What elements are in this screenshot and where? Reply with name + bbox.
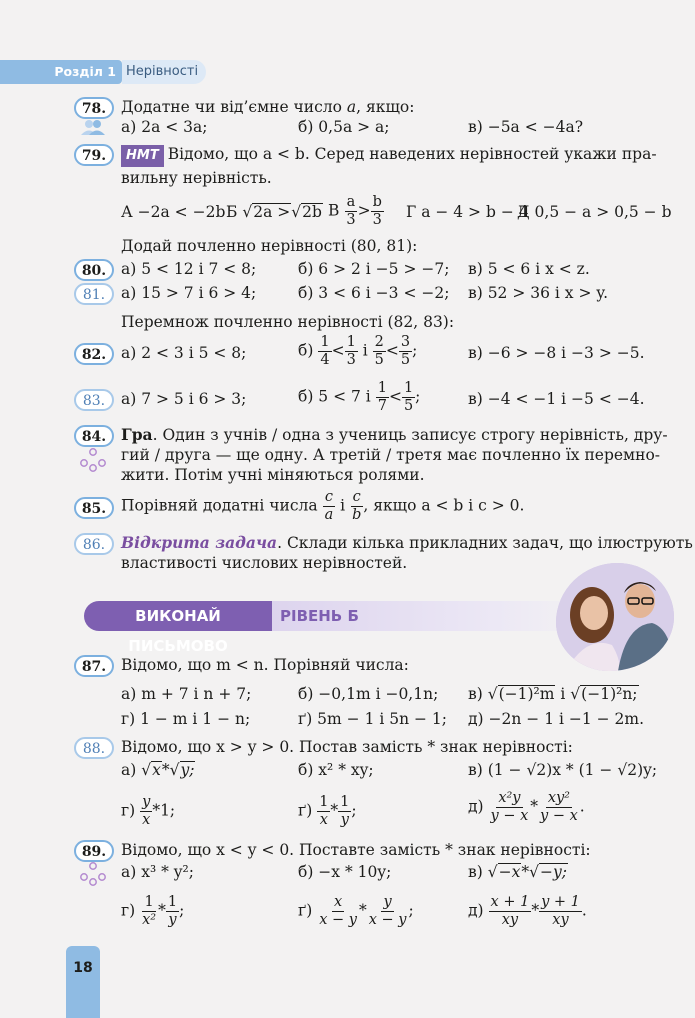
problem-number: 87.	[74, 655, 114, 677]
option-b: б) 3 < 6 і −3 < −2;	[298, 284, 450, 302]
problem-number: 89.	[74, 840, 114, 862]
problem-number: 78.	[74, 97, 114, 119]
option-g: Г a − 4 > b − 4	[406, 203, 529, 221]
option-c: в) −4 < −1 і −5 < −4.	[468, 390, 645, 408]
problem-text-cont: жити. Потім учні міняються ролями.	[121, 466, 425, 484]
option-b: б) −x * 10y;	[298, 863, 392, 881]
problem-text: Гра. Один з учнів / одна з учениць записує строгу нерівність, дру-	[121, 425, 668, 444]
problem-text: НМТ Відомо, що a < b. Серед наведених нерівностей укажи пра-	[121, 144, 657, 167]
option-d: д) $\frac{x + 1}{xy}$ * $\frac{y + 1}{xy}$ .	[468, 894, 587, 928]
option-b: б) −0,1m і −0,1n;	[298, 685, 439, 703]
problem-number: 88.	[74, 737, 114, 759]
section-label: Розділ 1	[0, 60, 122, 84]
instruction-title: Додай почленно нерівності (80, 81):	[121, 237, 418, 255]
page-number: 18	[66, 946, 100, 1018]
option-gg: ґ) 5m − 1 і 5n − 1;	[298, 710, 448, 728]
option-d: д) $\frac{\text{x²y}}{y - x}$ * $\frac{\text{xy²}}{y - x}$ .	[468, 790, 585, 824]
problem-text: Відомо, що m < n. Порівняй числа:	[121, 656, 409, 674]
problem-text: Відомо, що x > y > 0. Постав замість * знак нерівності:	[121, 738, 573, 756]
level-banner: РІВЕНЬ Б	[272, 601, 592, 631]
option-a: а) 5 < 12 і 7 < 8;	[121, 260, 257, 278]
topic-label: Нерівності	[122, 60, 206, 84]
option-c: в) −5a < −4a?	[468, 118, 584, 136]
problem-number: 83.	[74, 389, 114, 411]
option-gg: ґ) $\frac{x}{x - y}$ * $\frac{y}{x - y}$ ;	[298, 894, 414, 928]
option-a: а) m + 7 і n + 7;	[121, 685, 252, 703]
pair-work-icon	[80, 118, 106, 140]
problem-text: Додатне чи від’ємне число a, якщо:	[121, 98, 415, 116]
problem-number: 86.	[74, 533, 114, 555]
option-a: а) 7 > 5 і 6 > 3;	[121, 390, 247, 408]
option-a: А −2a < −2b	[121, 203, 226, 221]
problem-text: Порівняй додатні числа $\frac{c}{a}$ і $\frac{c}{b}$ , якщо a < b і c > 0.	[121, 489, 525, 523]
option-a: а) √x*√y;	[121, 761, 195, 779]
option-g: г) $\frac{y}{x}$ *1;	[121, 794, 176, 828]
nmt-badge: НМТ	[121, 145, 164, 167]
option-v: В $\frac{a}{3}$ > $\frac{b}{3}$	[328, 194, 382, 228]
option-c: в) (1 − √2)x * (1 − √2)y;	[468, 761, 658, 779]
problem-number: 81.	[74, 283, 114, 305]
option-c: в) √−x*√−y;	[468, 863, 567, 881]
instruction-title: Перемнож почленно нерівності (82, 83):	[121, 313, 455, 331]
option-d: Д 0,5 − a > 0,5 − b	[517, 203, 672, 221]
students-photo	[556, 563, 674, 671]
people-group-icon	[80, 448, 106, 476]
problem-number: 85.	[74, 497, 114, 519]
problem-text: Відомо, що x < y < 0. Поставте замість * знак нерівності:	[121, 841, 591, 859]
people-group-icon	[80, 862, 106, 890]
problem-text-cont: гий / друга — ще одну. А третій / третя має почленно їх перемно-	[121, 446, 661, 464]
option-b: б) 6 > 2 і −5 > −7;	[298, 260, 450, 278]
problem-number: 80.	[74, 259, 114, 281]
option-a: а) 2a < 3a;	[121, 118, 208, 136]
problem-text: Відкрита задача. Склади кілька прикладних задач, що ілюструють	[121, 533, 693, 552]
option-a: а) x³ * y²;	[121, 863, 194, 881]
option-c: в) −6 > −8 і −3 > −5.	[468, 344, 645, 362]
section-banner: ВИКОНАЙ ПИСЬМОВО	[84, 601, 272, 631]
option-c: в) 5 < 6 і x < z.	[468, 260, 590, 278]
option-b: б) $\frac{1}{4}$ < $\frac{1}{3}$ і $\frac{2}{5}$ < $\frac{3}{5}$ ;	[298, 334, 418, 368]
option-b: б) x² * xy;	[298, 761, 374, 779]
option-g: г) $\frac{1}{\text{x²}}$ * $\frac{1}{y}$ ;	[121, 894, 185, 928]
option-a: а) 2 < 3 і 5 < 8;	[121, 344, 247, 362]
option-b: б) 5 < 7 і $\frac{1}{7}$ < $\frac{1}{5}$ ;	[298, 380, 421, 414]
problem-number: 79.	[74, 144, 114, 166]
problem-text-cont: властивості числових нерівностей.	[121, 554, 408, 572]
problem-number: 82.	[74, 343, 114, 365]
option-b: б) 0,5a > a;	[298, 118, 390, 136]
option-a: а) 15 > 7 і 6 > 4;	[121, 284, 257, 302]
option-c: в) √(−1)²m і √(−1)²n;	[468, 685, 638, 703]
problem-number: 84.	[74, 425, 114, 447]
option-b: Б √2a >√2b	[226, 203, 322, 221]
option-gg: ґ) $\frac{1}{x}$ * $\frac{1}{y}$ ;	[298, 794, 357, 828]
option-g: г) 1 − m і 1 − n;	[121, 710, 251, 728]
problem-text-cont: вильну нерівність.	[121, 169, 272, 187]
option-c: в) 52 > 36 і x > y.	[468, 284, 609, 302]
option-d: д) −2n − 1 і −1 − 2m.	[468, 710, 645, 728]
